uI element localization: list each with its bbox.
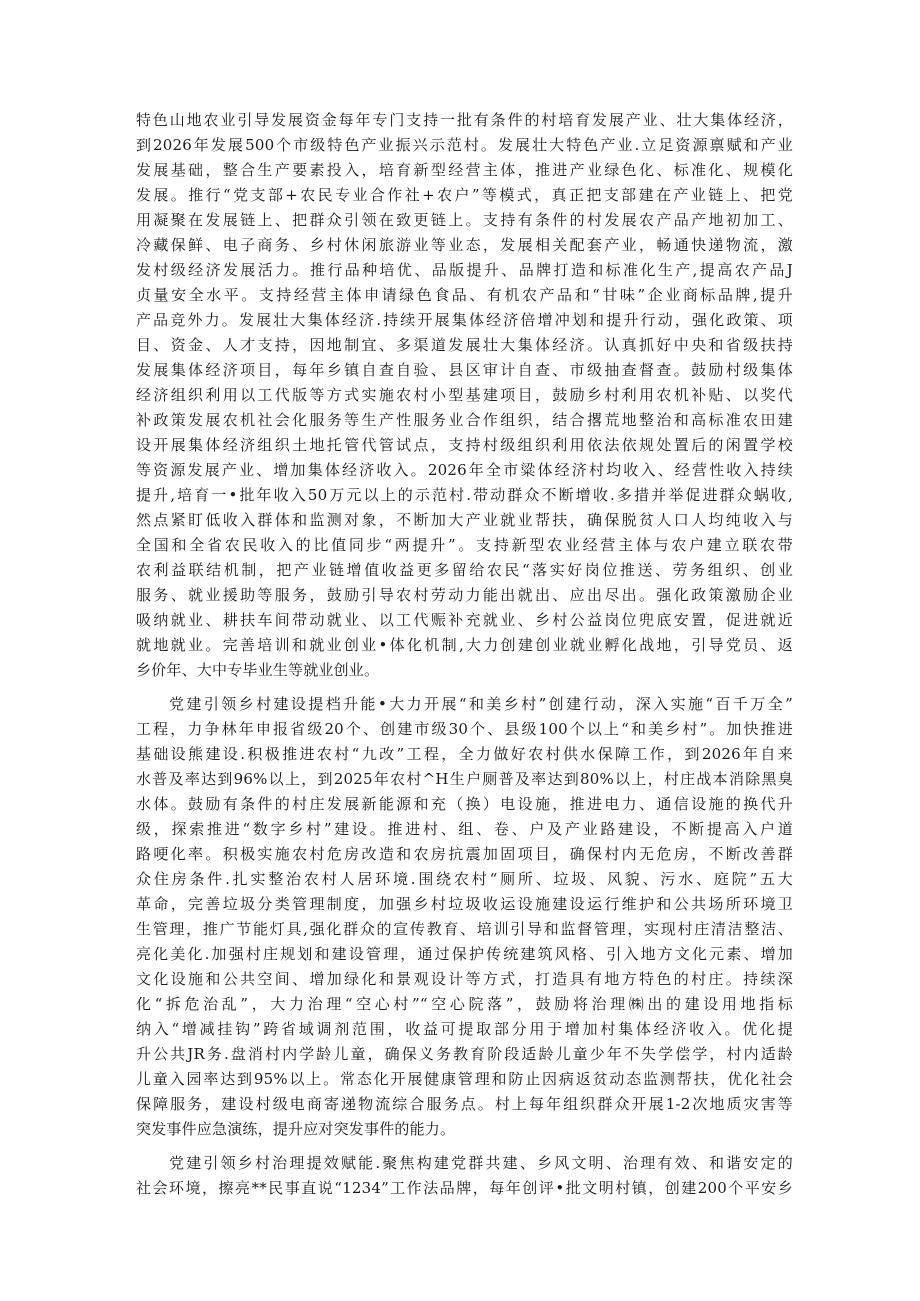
text-line: 贞量安全水平。支持经营主体申请绿色食品、有机农产品和“甘味”企业商标品牌,提升 [136, 286, 793, 304]
text-line: 众住房条件.扎实整治农村人居环境.围绕农村“厕所、垃圾、风貌、污水、庭院”五大 [136, 870, 793, 888]
text-line: 农利益联结机制，把产业链增值收益更多留给农民“落实好岗位推送、劳务组织、创业 [136, 561, 793, 579]
text-line: 然点紧盯低收入群体和监测对象，不断加大产业就业帮扶，确保脱贫人口人均纯收入与 [136, 511, 793, 529]
text-line: 用凝聚在发展链上、把群众引领在致更链上。支持有条件的村发展农产品产地初加工、 [136, 211, 793, 229]
text-line: 发展基础，整合生产要素投入，培育新型经营主体，推进产业绿色化、标准化、规模化 [136, 161, 793, 179]
text-line: 经济组织利用以工代版等方式实施农村小型基建项目，鼓励乡村利用农机补贴、以奖代 [136, 386, 793, 404]
text-line: 发村级经济发展活力。推行品种培优、品版提升、品牌打造和标准化生产,提高农产品J [136, 261, 793, 279]
text-line: 党建引领乡村建设提档升能•大力开展“和美乡村”创建行动，深入实施“百千万全” [169, 695, 793, 713]
text-line: 发展集体经济项目，每年乡镇自查自验、县区审计自查、市级抽查督查。鼓励村级集体 [136, 361, 793, 379]
text-line: 纳入“增减挂钩”跨省域调剂范围，收益可提取部分用于增加村集体经济收入。优化提 [136, 1020, 793, 1038]
text-line: 特色山地农业引导发展资金每年专门支持一批有条件的村培育发展产业、壮大集体经济， [136, 111, 793, 129]
text-line: 冷藏保鲜、电子商务、乡村休闲旅游业等业态，发展相关配套产业，畅通快递物流，激 [136, 236, 793, 254]
text-line: 发展。推行“党支部+农民专业合作社+农户”等模式，真正把支部建在产业链上、把党 [136, 186, 793, 204]
text-line: 路哽化率。积极实施农村危房改造和农房抗震加固项目，确保村内无危房，不断改善群 [136, 845, 793, 863]
text-line: 补政策发展农机社会化服务等生产性服务业合作组织，结合撂荒地整治和高标准农田建 [136, 411, 793, 429]
text-line: 服务、就业援助等服务，鼓励引导农村劳动力能出就出、应出尽出。强化政策激励企业 [136, 586, 793, 604]
text-line: 保障服务，建设村级电商寄递物流综合服务点。村上每年组织群众开展1-2次地质灾害等 [136, 1095, 793, 1113]
text-line: 设开展集体经济组织土地托管代管试点，支持村级组织利用依法依规处置后的闲置学校 [136, 436, 793, 454]
paragraph-village-governance [136, 1151, 793, 1201]
text-line: 基础设熊建设.积极推进农村“九改”工程，全力做好农村供水保障工作，到2026年自来 [136, 745, 793, 763]
text-line: 突发事件应急演练，提升应对突发事件的能力。 [136, 1120, 456, 1138]
text-line: 党建引领乡村治理提效赋能.聚焦构建党群共建、乡风文明、治理有效、和谐安定的 [169, 1154, 793, 1172]
document-page [136, 108, 793, 1201]
text-line: 革命，完善垃圾分类管理制度，加强乡村垃圾收运设施建设运行维护和公共场所环境卫 [136, 895, 793, 913]
paragraph-village-construction [136, 692, 793, 1142]
text-line: 儿童入园率达到95%以上。常态化开展健康管理和防止因病返贫动态监测帮扶，优化社会 [136, 1070, 793, 1088]
text-line: 目、资金、人才支持，因地制宜、多渠道发展壮大集体经济。认真抓好中央和省级扶持 [136, 336, 793, 354]
text-line: 吸纳就业、耕扶车间带动就业、以工代赈补充就业、乡村公益岗位兜底安置，促进就近 [136, 611, 793, 629]
text-line: 亮化美化.加强村庄规划和建设管理，通过保护传统建筑风格、引入地方文化元素、增加 [136, 945, 793, 963]
paragraph-industry [136, 108, 793, 683]
text-line: 生管理，推广节能灯具,强化群众的宣传教育、培训引导和监督管理，实现村庄清洁整洁、 [136, 920, 793, 938]
text-line: 升公共JR务.盘消村内学龄儿童，确保义务教育阶段适龄儿童少年不失学偿学，村内适龄 [136, 1045, 793, 1063]
text-line: 水普及率达到96%以上，到2025年农村^H生户厕普及率达到80%以上，村庄战本消除黑臭 [136, 770, 793, 788]
text-line: 产品竞外力。发展壮大集体经济.持续开展集体经济倍增冲划和提升行动，强化政策、项 [136, 311, 793, 329]
text-line: 化“拆危治乱”，大力治理“空心村”“空心院落”，鼓励将治理㈱出的建设用地指标 [136, 995, 793, 1013]
text-line: 社会环境，擦亮**民事直说“1234”工作法品牌，每年创评•批文明村镇，创建200个平安乡 [136, 1179, 793, 1197]
text-line: 就地就业。完善培训和就业创业•体化机制,大力创建创业就业孵化战地，引导党员、返 [136, 636, 793, 654]
text-line: 工程，力争林年申报省级20个、创建市级30个、县级100个以上“和美乡村”。加快推进 [136, 720, 793, 738]
text-line: 到2026年发展500个市级特色产业振兴示范村。发展壮大特色产业.立足资源禀赋和产业 [136, 136, 793, 154]
text-line: 乡价年、大中专毕业生等就业创业。 [136, 661, 380, 679]
text-line: 级，探索推进“数字乡村”建设。推进村、组、卷、户及产业路建设，不断提高入户道 [136, 820, 793, 838]
text-line: 水体。鼓励有条件的村庄发展新能源和充（换）电设施，推进电力、通信设施的换代升 [136, 795, 793, 813]
text-line: 全国和全省农民收入的比值同步“两提升”。支持新型农业经营主体与农户建立联农带 [136, 536, 793, 554]
text-line: 等资源发展产业、增加集体经济收入。2026年全市粱体经济村均收入、经营性收入持续 [136, 461, 793, 479]
text-line: 文化设施和公共空间、增加绿化和景观设计等方式，打造具有地方特色的村庄。持续深 [136, 970, 793, 988]
text-line: 提升,培育一•批年收入50万元以上的示范村.带动群众不断增收.多措并举促进群众蜗收, [136, 486, 793, 504]
